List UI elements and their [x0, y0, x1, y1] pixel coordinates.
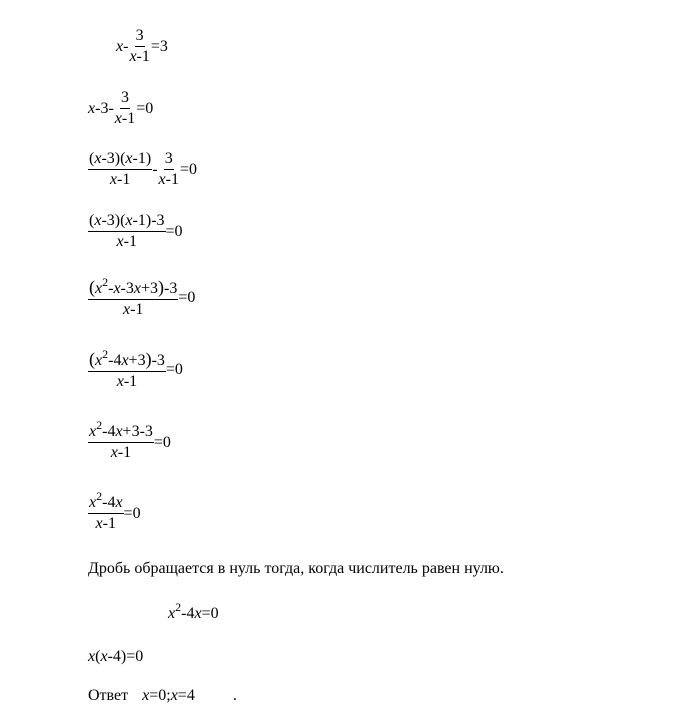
- equation-6: [88, 347, 183, 390]
- var-x: x: [88, 99, 96, 117]
- rhs: =0: [153, 433, 171, 451]
- numerator: [88, 151, 152, 170]
- fraction: [88, 213, 166, 250]
- denominator: [114, 109, 136, 127]
- value: =0;: [149, 687, 171, 704]
- var-x: x: [100, 648, 108, 665]
- fraction: [88, 489, 124, 532]
- var-x: x: [142, 687, 150, 704]
- lhs: -3-: [95, 99, 114, 117]
- equation-2: [88, 90, 153, 127]
- num-part: -4: [102, 494, 116, 511]
- rhs: =0: [165, 222, 183, 240]
- var-x: x: [88, 648, 96, 665]
- num-part: +3-3: [122, 423, 153, 440]
- paren: (: [89, 150, 95, 167]
- den-rest: -1: [130, 301, 144, 318]
- den-rest: -1: [121, 110, 136, 127]
- equation-10: [88, 649, 143, 665]
- exponent: 2: [102, 275, 109, 289]
- var-x: x: [95, 352, 103, 369]
- equation-8: [88, 489, 141, 532]
- rhs: =0: [179, 160, 197, 178]
- num-part: -1)-3: [132, 212, 165, 229]
- var-x: x: [133, 280, 141, 297]
- fraction: [88, 418, 154, 461]
- den-rest: -1: [123, 233, 137, 250]
- denominator: [116, 372, 138, 390]
- numerator: [88, 275, 178, 300]
- var-x: x: [115, 494, 123, 511]
- rhs: =3: [150, 37, 168, 55]
- exponent: 2: [96, 418, 103, 432]
- equation-5: [88, 275, 196, 318]
- var-x: x: [114, 110, 122, 127]
- denominator: [128, 47, 150, 65]
- var-x: x: [89, 494, 97, 511]
- var-x: x: [116, 233, 124, 250]
- var-x: x: [89, 423, 97, 440]
- num-part: -3: [164, 280, 178, 297]
- var-x: x: [95, 280, 103, 297]
- var-x: x: [110, 444, 118, 461]
- value: =4: [177, 687, 195, 704]
- fraction: [128, 28, 150, 65]
- fraction-1: [88, 151, 152, 188]
- minus-sign: -: [152, 160, 158, 178]
- den-rest: -1: [117, 444, 132, 461]
- var-x: x: [95, 515, 103, 532]
- denominator: [122, 300, 144, 318]
- answer-label: Ответ: [88, 687, 129, 704]
- den-rest: -1: [116, 171, 131, 188]
- paren-open: (: [89, 277, 95, 297]
- numerator: 3: [120, 90, 130, 109]
- numerator: [88, 418, 154, 443]
- numerator: 3: [135, 28, 145, 47]
- fraction-2: [158, 151, 180, 188]
- paren-open: (: [89, 349, 95, 369]
- var-x: x: [125, 212, 133, 229]
- var-x: x: [129, 48, 137, 65]
- var-x: x: [122, 301, 131, 318]
- equation-7: [88, 418, 171, 461]
- exponent: 2: [102, 347, 109, 361]
- paren-open: (: [95, 648, 101, 665]
- num-part: -4: [102, 423, 116, 440]
- denominator: [95, 514, 117, 532]
- fraction: [114, 90, 136, 127]
- var-x: x: [109, 171, 117, 188]
- exponent: 2: [175, 600, 182, 614]
- rhs: =0: [136, 99, 154, 117]
- num-part: +3: [128, 352, 146, 369]
- rhs: =0: [123, 504, 141, 522]
- var-x: x: [115, 423, 123, 440]
- fraction: [88, 347, 166, 390]
- num-part: -3)(: [101, 212, 126, 229]
- num-part: -: [108, 280, 114, 297]
- rhs: =0: [178, 289, 196, 306]
- minus-sign: -: [123, 37, 129, 55]
- var-x: x: [113, 280, 121, 297]
- var-x: x: [168, 605, 176, 622]
- num-part: -1): [132, 150, 152, 167]
- paren-close: ): [158, 277, 165, 297]
- numerator: [88, 347, 166, 372]
- statement-text: Дробь обращается в нуль тогда, когда числитель равен нулю.: [88, 560, 504, 577]
- denominator: [158, 170, 180, 188]
- paren: (: [89, 212, 95, 229]
- equation-1: [116, 28, 168, 65]
- den-rest: -1: [123, 373, 138, 390]
- var-x: x: [158, 171, 166, 188]
- num-part: +3: [140, 280, 159, 297]
- var-x: x: [94, 212, 102, 229]
- num-part: -3: [151, 352, 165, 369]
- den-rest: -1: [102, 515, 116, 532]
- num-part: -4: [108, 352, 122, 369]
- denominator: [109, 170, 131, 188]
- var-x: x: [125, 150, 133, 167]
- numerator: [88, 489, 124, 514]
- equation-9: [168, 600, 219, 622]
- denominator: [110, 443, 132, 461]
- var-x: x: [170, 687, 178, 704]
- numerator: [88, 213, 166, 232]
- fraction: [88, 275, 178, 318]
- var-x: x: [121, 352, 129, 369]
- paren-close: ): [145, 349, 152, 369]
- equation-4: [88, 213, 183, 250]
- var-x: x: [116, 373, 124, 390]
- var-x: x: [194, 605, 202, 622]
- rhs: =0: [201, 605, 219, 622]
- num-part: -3: [120, 280, 134, 297]
- period: .: [232, 687, 237, 704]
- exponent: 2: [96, 489, 103, 503]
- denominator: [116, 232, 138, 250]
- equation-3: [88, 151, 197, 188]
- den-rest: -1: [165, 171, 179, 188]
- num-part: -3)(: [101, 150, 126, 167]
- den-rest: -1: [136, 48, 150, 65]
- rhs: =0: [165, 361, 183, 378]
- var-x: x: [116, 37, 124, 55]
- term: -4: [181, 605, 195, 622]
- numerator: 3: [164, 151, 174, 170]
- answer-line: [88, 688, 237, 704]
- term: -4)=0: [107, 648, 144, 665]
- var-x: x: [94, 150, 102, 167]
